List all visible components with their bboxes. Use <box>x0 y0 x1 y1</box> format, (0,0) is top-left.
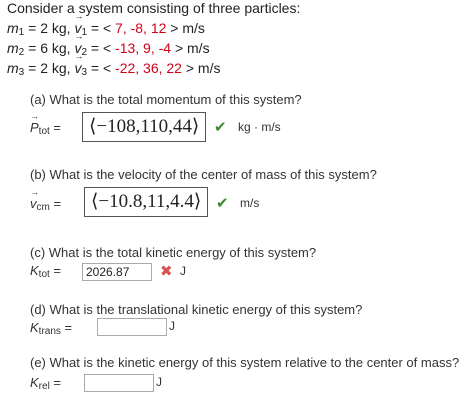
answer-d-subscript: trans <box>38 326 61 337</box>
answer-a-symbol: → P <box>30 120 39 135</box>
answer-d-symbol: K <box>30 320 39 335</box>
answer-d-label <box>30 320 72 337</box>
answer-c-symbol: K <box>30 263 39 278</box>
question-c: (c) What is the total kinetic energy of this system? <box>30 245 317 260</box>
answer-a-label <box>30 120 61 137</box>
particle-2-line <box>7 40 210 58</box>
velocity-close: > m/s <box>166 20 205 36</box>
answer-b-unit: m/s <box>240 196 260 210</box>
question-e: (e) What is the kinetic energy of this system relative to the center of mass? <box>30 355 460 370</box>
answer-c-label <box>30 263 61 280</box>
velocity-symbol: → v <box>74 40 81 56</box>
answer-b-symbol: → v <box>30 196 37 211</box>
answer-b-field[interactable]: ⟨−10.8,11,4.4⟩ <box>84 187 208 217</box>
check-icon: ✔ <box>216 195 229 212</box>
mass-subscript: 1 <box>18 27 25 38</box>
answer-e-unit: J <box>156 375 162 389</box>
velocity-open: = < <box>90 20 116 36</box>
mass-value: = 2 kg, <box>28 20 71 36</box>
answer-c-subscript: tot <box>38 269 50 280</box>
velocity-components: -13, 9, -4 <box>115 40 172 56</box>
answer-c-input[interactable]: 2026.87 <box>82 263 152 281</box>
mass-value: = 2 kg, <box>28 60 71 76</box>
answer-e-label <box>30 375 61 392</box>
particle-1-line <box>7 20 205 38</box>
velocity-components: 7, -8, 12 <box>115 20 167 36</box>
velocity-subscript: 1 <box>81 27 87 38</box>
answer-b-label <box>30 196 61 213</box>
velocity-symbol: → v <box>74 60 81 76</box>
answer-b-subscript: cm <box>36 202 50 213</box>
velocity-open: = < <box>90 40 116 56</box>
problem-intro: Consider a system consisting of three particles: <box>7 0 301 16</box>
answer-e-equals: = <box>53 375 62 390</box>
answer-e-input[interactable] <box>84 374 154 392</box>
velocity-close: > m/s <box>171 40 210 56</box>
answer-d-unit: J <box>169 319 175 333</box>
answer-e-symbol: K <box>30 375 39 390</box>
question-a: (a) What is the total momentum of this system? <box>30 92 302 107</box>
velocity-subscript: 3 <box>81 67 87 78</box>
answer-e-subscript: rel <box>38 381 50 392</box>
answer-d-equals: = <box>64 320 73 335</box>
mass-subscript: 3 <box>18 67 25 78</box>
answer-d-input[interactable] <box>97 318 167 336</box>
velocity-subscript: 2 <box>81 47 87 58</box>
answer-a-subscript: tot <box>38 126 50 137</box>
mass-symbol: m <box>7 20 19 36</box>
answer-a-unit: kg · m/s <box>238 120 281 134</box>
mass-value: = 6 kg, <box>28 40 71 56</box>
velocity-components: -22, 36, 22 <box>115 60 182 76</box>
answer-a-field[interactable]: ⟨−108,110,44⟩ <box>82 112 206 142</box>
check-icon: ✔ <box>214 119 227 136</box>
question-b: (b) What is the velocity of the center of mass of this system? <box>30 167 377 182</box>
mass-symbol: m <box>7 60 19 76</box>
particle-3-line <box>7 60 220 78</box>
velocity-close: > m/s <box>181 60 221 76</box>
question-d: (d) What is the translational kinetic energy of this system? <box>30 302 363 317</box>
mass-symbol: m <box>7 40 19 56</box>
answer-c-unit: J <box>180 264 186 278</box>
answer-b-equals: = <box>53 196 62 211</box>
velocity-open: = < <box>90 60 116 76</box>
mass-subscript: 2 <box>18 47 25 58</box>
velocity-symbol: → v <box>74 20 81 36</box>
answer-c-equals: = <box>53 263 62 278</box>
answer-a-equals: = <box>53 120 62 135</box>
x-icon: ✖ <box>160 263 173 280</box>
